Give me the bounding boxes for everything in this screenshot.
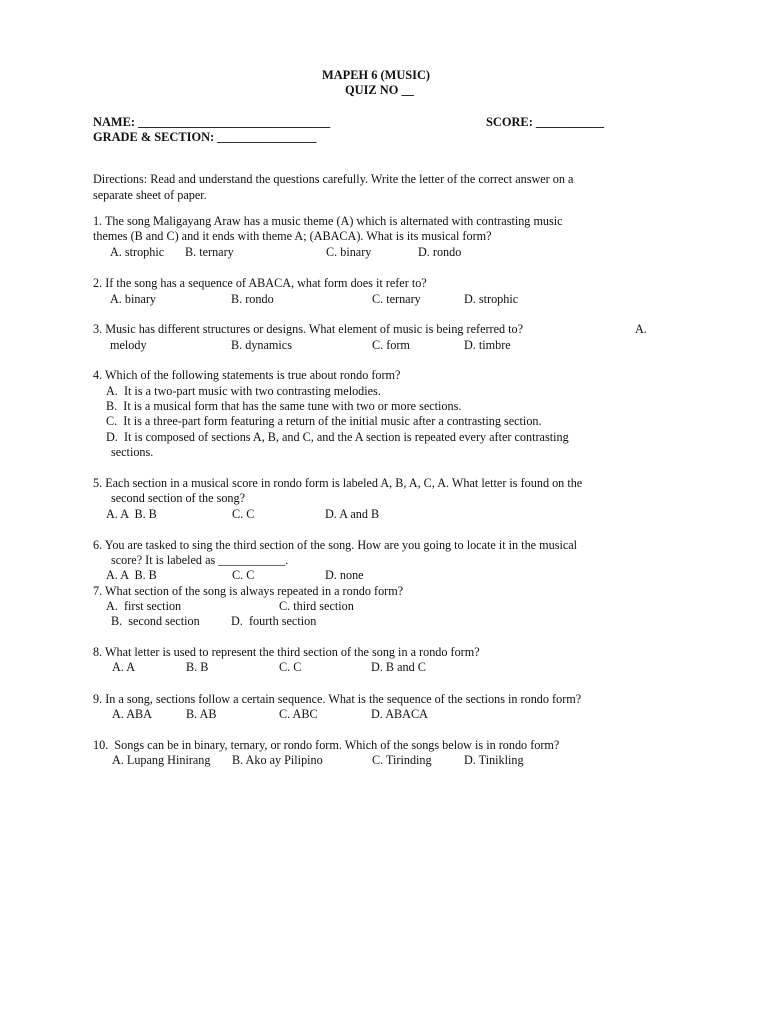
q4-option-d-cont: sections. [111,445,154,459]
question-1-line-2: themes (B and C) and it ends with theme A; (ABACA). What is its musical form? [93,229,492,243]
q5-choice-d: D. A and B [325,507,380,521]
directions-line-2: separate sheet of paper. [93,188,207,202]
question-5-line-2: second section of the song? [111,491,246,505]
q4-option-a: A. It is a two-part music with two contrasting melodies. [106,384,381,398]
q9-choice-b: B. AB [186,707,217,721]
q10-choice-c: C. Tirinding [372,753,432,767]
q3-choice-a-letter: A. [635,322,647,336]
q1-choice-d: D. rondo [418,245,462,259]
question-4-line-1: 4. Which of the following statements is true about rondo form? [93,368,401,382]
q10-choice-a: A. Lupang Hinirang [112,753,211,767]
q4-option-b: B. It is a musical form that has the same tune with two or more sections. [106,399,462,413]
name-field: NAME: _______________________________ [93,115,331,129]
q1-choice-c: C. binary [326,245,372,259]
q6-choice-ab: A. A B. B [106,568,157,582]
q8-choice-a: A. A [112,660,136,674]
q7-choice-c: C. third section [279,599,354,613]
q2-choice-a: A. binary [110,292,157,306]
q3-choice-d: D. timbre [464,338,511,352]
question-8-line-1: 8. What letter is used to represent the third section of the song in a rondo form? [93,645,480,659]
q7-choice-b: B. second section [111,614,200,628]
question-9-line-1: 9. In a song, sections follow a certain sequence. What is the sequence of the sections in rondo form? [93,692,582,706]
q3-choice-a: melody [110,338,147,352]
q6-choice-c: C. C [232,568,255,582]
q3-choice-b: B. dynamics [231,338,292,352]
grade-section-field: GRADE & SECTION: ________________ [93,130,317,144]
q2-choice-c: C. ternary [372,292,421,306]
question-2-line-1: 2. If the song has a sequence of ABACA, what form does it refer to? [93,276,427,290]
q9-choice-a: A. ABA [112,707,152,721]
q1-choice-b: B. ternary [185,245,234,259]
q5-choice-ab: A. A B. B [106,507,157,521]
q6-choice-d: D. none [325,568,364,582]
question-7-line-1: 7. What section of the song is always repeated in a rondo form? [93,584,404,598]
q1-choice-a: A. strophic [110,245,165,259]
q8-choice-c: C. C [279,660,302,674]
question-3-line-1: 3. Music has different structures or designs. What element of music is being referred to? [93,322,524,336]
q9-choice-d: D. ABACA [371,707,428,721]
q10-choice-b: B. Ako ay Pilipino [232,753,323,767]
score-field: SCORE: ___________ [486,115,605,129]
q4-option-c: C. It is a three-part form featuring a return of the initial music after a contrasting section. [106,414,542,428]
question-10-line-1: 10. Songs can be in binary, ternary, or rondo form. Which of the songs below is in rondo form? [93,738,560,752]
q4-option-d: D. It is composed of sections A, B, and C, and the A section is repeated every after contrasting [106,430,569,444]
q8-choice-b: B. B [186,660,209,674]
q7-choice-a: A. first section [106,599,182,613]
question-1-line-1: 1. The song Maligayang Araw has a music theme (A) which is alternated with contrasting music [93,214,563,228]
directions-line-1: Directions: Read and understand the questions carefully. Write the letter of the correct answer on a [93,172,574,186]
q10-choice-d: D. Tinikling [464,753,524,767]
q5-choice-c: C. C [232,507,255,521]
q2-choice-b: B. rondo [231,292,274,306]
q8-choice-d: D. B and C [371,660,426,674]
question-6-line-2: score? It is labeled as ___________. [111,553,289,567]
q3-choice-c: C. form [372,338,410,352]
q7-choice-d: D. fourth section [231,614,317,628]
question-6-line-1: 6. You are tasked to sing the third section of the song. How are you going to locate it in the musical [93,538,578,552]
page-title: MAPEH 6 (MUSIC) [322,68,431,82]
quiz-number: QUIZ NO __ [345,83,414,97]
question-5-line-1: 5. Each section in a musical score in rondo form is labeled A, B, A, C, A. What letter is found on the [93,476,583,490]
q9-choice-c: C. ABC [279,707,318,721]
q2-choice-d: D. strophic [464,292,519,306]
